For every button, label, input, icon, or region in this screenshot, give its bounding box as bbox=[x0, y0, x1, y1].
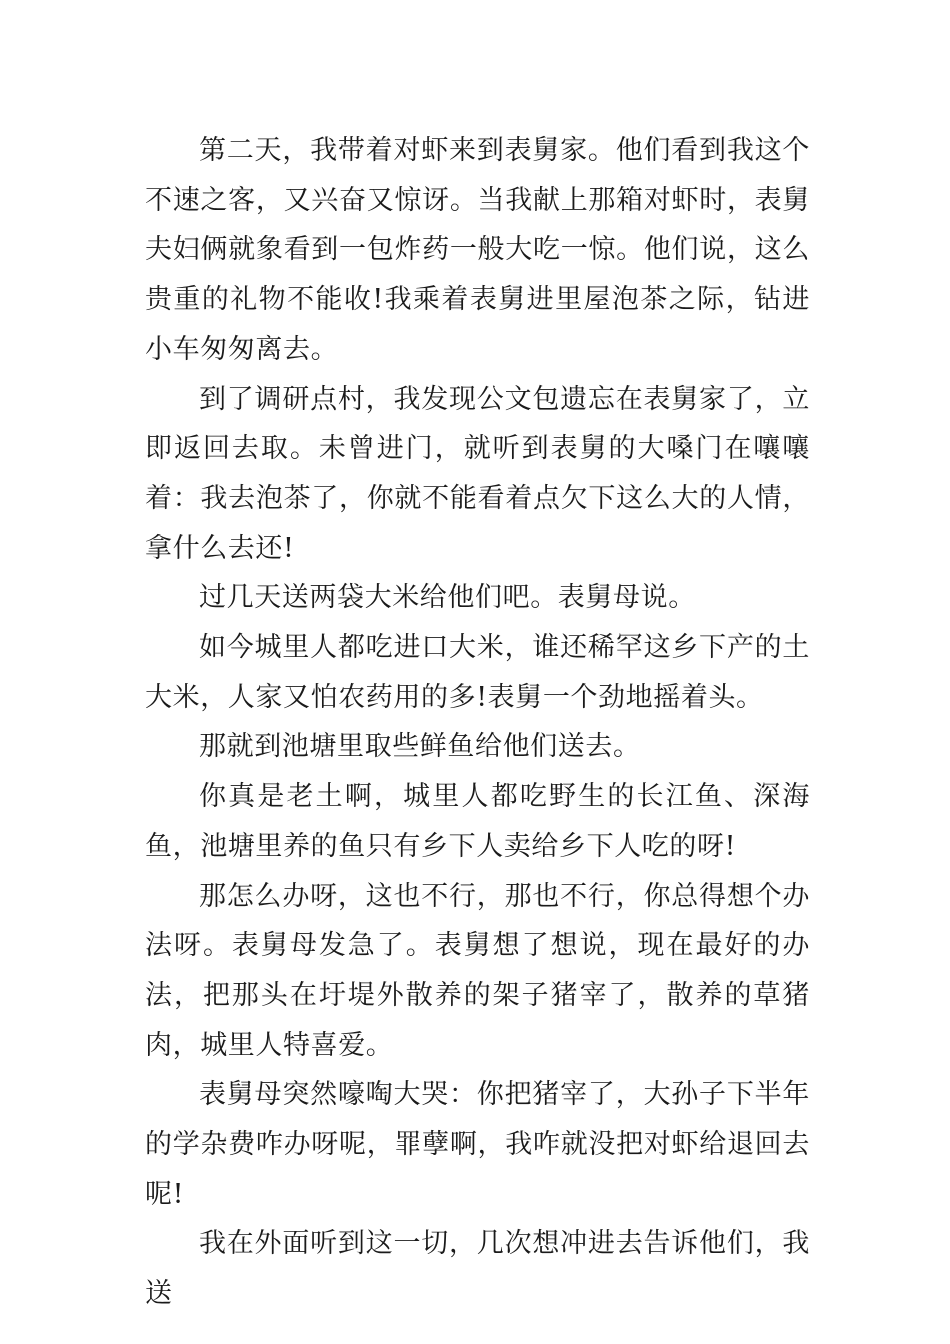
paragraph-6: 你真是老土啊，城里人都吃野生的长江鱼、深海鱼，池塘里养的鱼只有乡下人卖给乡下人吃的呀! bbox=[145, 781, 810, 862]
paragraph-1: 第二天，我带着对虾来到表舅家。他们看到我这个不速之客，又兴奋又惊讶。当我献上那箱对虾时，表舅夫妇俩就象看到一包炸药一般大吃一惊。他们说，这么贵重的礼物不能收!我乘着表舅进里屋泡茶之际，钻进小车匆匆离去。 bbox=[145, 135, 810, 365]
paragraph-7: 那怎么办呀，这也不行，那也不行，你总得想个办法呀。表舅母发急了。表舅想了想说，现在最好的办法，把那头在圩堤外散养的架子猪宰了，散养的草猪肉，城里人特喜爱。 bbox=[145, 880, 810, 1061]
paragraph-2: 到了调研点村，我发现公文包遗忘在表舅家了，立即返回去取。未曾进门，就听到表舅的大嗓门在嚷嚷着：我去泡茶了，你就不能看着点欠下这么大的人情，拿什么去还! bbox=[145, 383, 810, 564]
paragraph-3: 过几天送两袋大米给他们吧。表舅母说。 bbox=[199, 582, 696, 614]
document-body bbox=[145, 126, 810, 1319]
paragraph-8: 表舅母突然嚎啕大哭：你把猪宰了，大孙子下半年的学杂费咋办呀呢，罪孽啊，我咋就没把对虾给退回去呢! bbox=[145, 1079, 810, 1210]
paragraph-9: 我在外面听到这一切，几次想冲进去告诉他们，我送 bbox=[145, 1228, 810, 1310]
paragraph-5: 那就到池塘里取些鲜鱼给他们送去。 bbox=[199, 731, 641, 763]
paragraph-4: 如今城里人都吃进口大米，谁还稀罕这乡下产的土大米，人家又怕农药用的多!表舅一个劲地摇着头。 bbox=[145, 632, 810, 713]
